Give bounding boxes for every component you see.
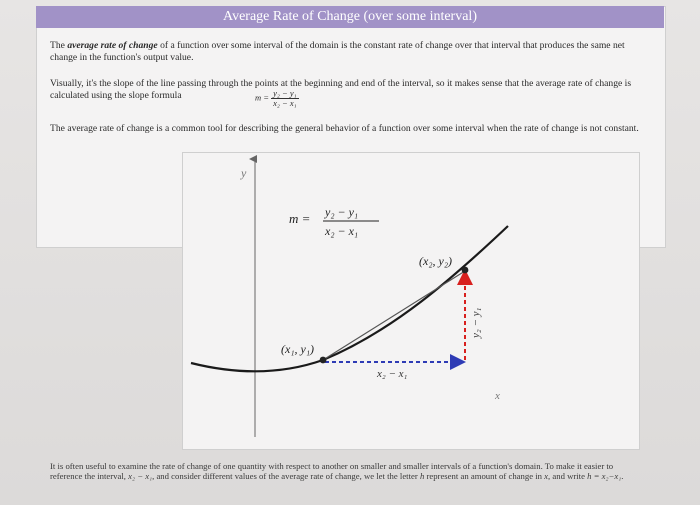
point-2-label: (x₂, y₂)	[419, 254, 452, 268]
secant-line-diagram	[183, 153, 639, 449]
intro-paragraph-3: The average rate of change is a common tool for describing the general behavior of a function over some interval when the rate of change is not constant.	[50, 123, 639, 134]
p2-text: Visually, it's the slope of the line passing through the points at the beginning and end of the interval, so it makes sense that the average rate of change is calculated using the slope formula	[50, 78, 632, 101]
bottom-end: .	[621, 471, 624, 482]
figure-formula-numerator: y₂ − y₁	[325, 205, 359, 219]
figure-formula-m: m =	[289, 211, 311, 226]
bottom-interval: x₂ − x₁	[128, 471, 153, 482]
p1-prefix: The	[50, 40, 65, 51]
rise-label: y₂ − y₁	[470, 307, 482, 338]
figure-formula-denominator: x₂ − x₁	[325, 224, 359, 238]
x-axis-label: x	[495, 390, 500, 402]
secant-line	[323, 271, 465, 360]
bottom-text-4: , and write	[548, 471, 585, 482]
inline-formula-denominator: x₂ − x₁	[273, 98, 297, 108]
point-2	[462, 267, 469, 274]
bottom-h: h	[419, 471, 425, 482]
inline-formula-m: m =	[255, 92, 269, 103]
point-1	[320, 357, 327, 364]
p1-suffix: of a function over some interval of the domain is the constant rate of change over that interval that produces the same net change in the function's output value.	[50, 40, 625, 63]
page-title: Average Rate of Change (over some interval)	[36, 6, 664, 28]
bottom-text-3: represent an amount of change in	[426, 471, 542, 482]
figure-panel	[182, 152, 640, 450]
bottom-h-eq: h = x₂−x₁	[587, 471, 622, 482]
bottom-text-1: It is often useful to examine the rate of change of one quantity with respect to another on smaller and smaller intervals of a function's domain. To make it easier to reference the interval,	[50, 461, 614, 482]
p1-term: average rate of change	[67, 40, 158, 51]
intro-paragraph-2	[50, 78, 650, 101]
inline-formula-numerator: y₂ − y₁	[273, 88, 297, 98]
bottom-text-2: , and consider different values of the average rate of change, we let the letter	[152, 471, 418, 482]
bottom-x: x	[544, 471, 549, 482]
function-curve	[191, 226, 508, 371]
intro-paragraph-1	[50, 40, 650, 63]
bottom-paragraph	[50, 461, 630, 481]
run-label: x₂ − x₁	[377, 368, 408, 380]
point-1-label: (x₁, y₁)	[281, 342, 314, 356]
y-axis-label: y	[241, 166, 247, 180]
inline-slope-formula	[255, 89, 299, 108]
